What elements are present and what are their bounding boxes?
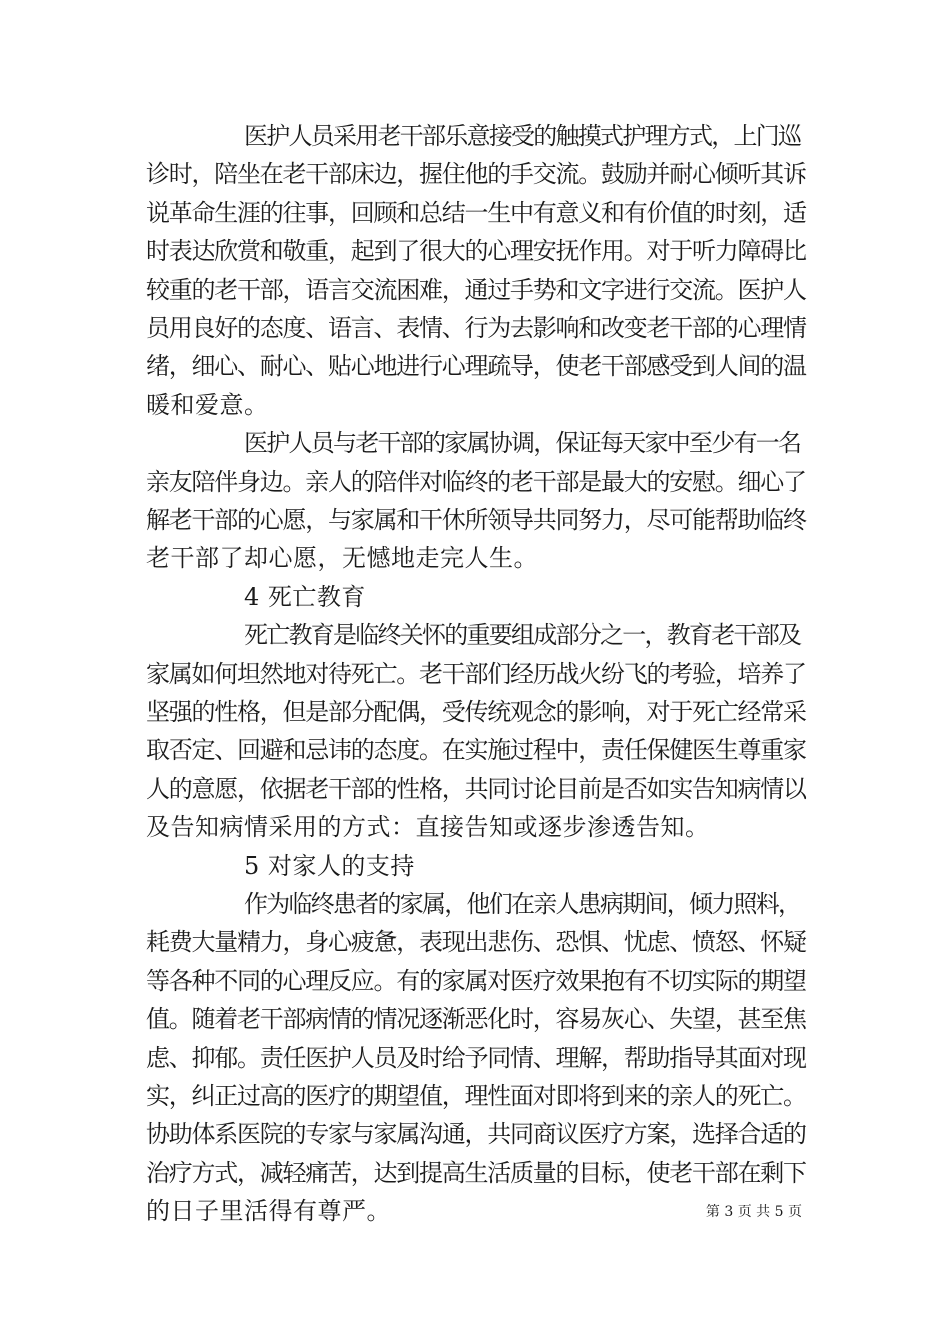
paragraph-line: 等各种不同的心理反应。有的家属对医疗效果抱有不切实际的期望 — [146, 967, 806, 995]
page-footer: 第 3 页 共 5 页 — [705, 1204, 802, 1220]
paragraph-line: 实，纠正过高的医疗的期望值，理性面对即将到来的亲人的死亡。 — [146, 1082, 806, 1110]
paragraph-line: 值。随着老干部病情的情况逐渐恶化时，容易灰心、失望，甚至焦 — [146, 1005, 806, 1033]
section-heading: 4 死亡教育 — [244, 583, 366, 611]
paragraph-line: 协助体系医院的专家与家属沟通，共同商议医疗方案，选择合适的 — [146, 1120, 806, 1148]
paragraph-line: 诊时，陪坐在老干部床边，握住他的手交流。鼓励并耐心倾听其诉 — [146, 160, 806, 188]
paragraph-line: 的日子里活得有尊严。 — [146, 1197, 391, 1225]
section-heading: 5 对家人的支持 — [244, 852, 415, 880]
paragraph-line: 医护人员采用老干部乐意接受的触摸式护理方式，上门巡 — [244, 122, 801, 150]
paragraph-line: 暖和爱意。 — [146, 391, 269, 419]
paragraph-line: 医护人员与老干部的家属协调，保证每天家中至少有一名 — [244, 429, 801, 457]
paragraph-line: 说革命生涯的往事，回顾和总结一生中有意义和有价值的时刻，适 — [146, 199, 806, 227]
paragraph-line: 老干部了却心愿，无憾地走完人生。 — [146, 544, 538, 572]
paragraph-line: 解老干部的心愿，与家属和干休所领导共同努力，尽可能帮助临终 — [146, 506, 806, 534]
paragraph-line: 耗费大量精力，身心疲惫，表现出悲伤、恐惧、忧虑、愤怒、怀疑 — [146, 928, 806, 956]
paragraph-line: 取否定、回避和忌讳的态度。在实施过程中，责任保健医生尊重家 — [146, 736, 806, 764]
paragraph-line: 员用良好的态度、语言、表情、行为去影响和改变老干部的心理情 — [146, 314, 806, 342]
paragraph-line: 人的意愿，依据老干部的性格，共同讨论目前是否如实告知病情以 — [146, 775, 806, 803]
paragraph-line: 时表达欣赏和敬重，起到了很大的心理安抚作用。对于听力障碍比 — [146, 237, 806, 265]
paragraph-line: 治疗方式，减轻痛苦，达到提高生活质量的目标，使老干部在剩下 — [146, 1159, 806, 1187]
paragraph-line: 作为临终患者的家属，他们在亲人患病期间，倾力照料， — [244, 890, 801, 918]
paragraph-line: 死亡教育是临终关怀的重要组成部分之一，教育老干部及 — [244, 621, 801, 649]
paragraph-line: 绪，细心、耐心、贴心地进行心理疏导，使老干部感受到人间的温 — [146, 352, 806, 380]
paragraph-line: 家属如何坦然地对待死亡。老干部们经历战火纷飞的考验，培养了 — [146, 660, 806, 688]
paragraph-line: 及告知病情采用的方式：直接告知或逐步渗透告知。 — [146, 813, 710, 841]
paragraph-line: 亲友陪伴身边。亲人的陪伴对临终的老干部是最大的安慰。细心了 — [146, 468, 806, 496]
paragraph-line: 较重的老干部，语言交流困难，通过手势和文字进行交流。医护人 — [146, 276, 806, 304]
paragraph-line: 坚强的性格，但是部分配偶，受传统观念的影响，对于死亡经常采 — [146, 698, 806, 726]
paragraph-line: 虑、抑郁。责任医护人员及时给予同情、理解，帮助指导其面对现 — [146, 1044, 806, 1072]
